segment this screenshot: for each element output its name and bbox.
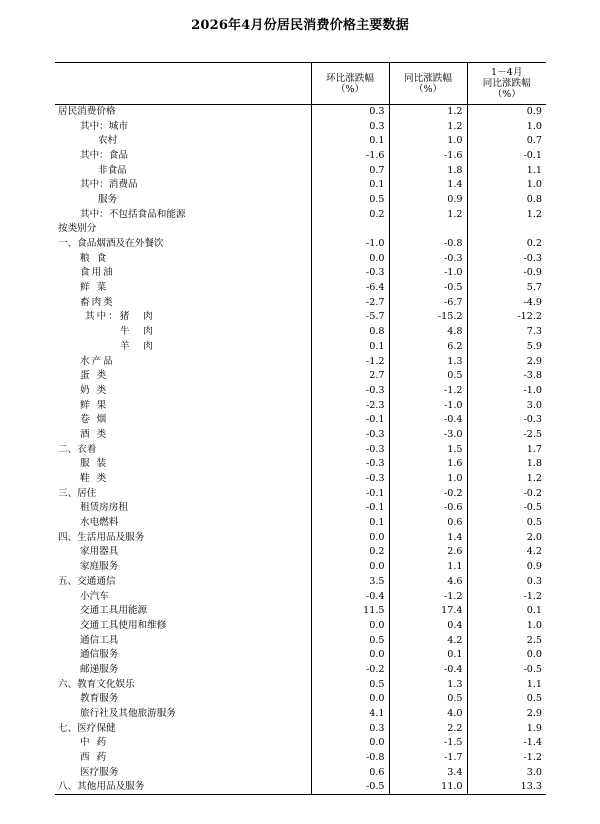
table-row [55, 237, 546, 252]
cell-yoy: 4.8 [389, 325, 467, 340]
cell-ytd: 2.5 [467, 633, 546, 648]
cell-mom: -1.6 [311, 149, 389, 164]
row-label: 鲜果 [80, 399, 114, 411]
cell-ytd: 2.0 [467, 530, 546, 545]
row-label: 奶类 [80, 384, 114, 396]
cell-ytd: 0.9 [467, 105, 546, 120]
cell-mom: 0.0 [311, 530, 389, 545]
table-row [55, 663, 546, 678]
row-label: 畜肉类 [80, 296, 115, 308]
cell-mom: -0.3 [311, 457, 389, 472]
row-label: 水产品 [80, 355, 115, 367]
cell-mom: 0.3 [311, 105, 389, 120]
row-label: 居民消费价格 [58, 106, 116, 118]
cell-mom: -0.3 [311, 442, 389, 457]
cell-mom: -0.4 [311, 589, 389, 604]
cell-mom: 0.6 [311, 765, 389, 780]
cell-mom: 4.1 [311, 707, 389, 722]
cell-yoy: -1.0 [389, 398, 467, 413]
cell-yoy: 1.3 [389, 354, 467, 369]
row-label: 二、衣着 [58, 443, 97, 455]
cell-ytd: -0.3 [467, 251, 546, 266]
table-row [55, 457, 546, 472]
cell-ytd: -4.9 [467, 295, 546, 310]
table-row [55, 178, 546, 193]
row-label: 蛋类 [80, 370, 114, 382]
cell-yoy: -15.2 [389, 310, 467, 325]
table-row [55, 560, 546, 575]
cell-ytd: 0.5 [467, 692, 546, 707]
cell-mom: -0.1 [311, 501, 389, 516]
cell-ytd: -0.5 [467, 501, 546, 516]
cell-mom: -5.7 [311, 310, 389, 325]
cell-yoy: 2.2 [389, 721, 467, 736]
cell-ytd: -0.9 [467, 266, 546, 281]
table-row [55, 486, 546, 501]
cell-ytd: -0.5 [467, 663, 546, 678]
cell-ytd: 1.0 [467, 178, 546, 193]
cell-ytd: 1.9 [467, 721, 546, 736]
table-row [55, 472, 546, 487]
cell-yoy: 1.2 [389, 105, 467, 120]
row-label: 旅行社及其他旅游服务 [80, 708, 176, 720]
cell-yoy: 1.0 [389, 134, 467, 149]
cell-ytd: -0.1 [467, 149, 546, 164]
cell-ytd: 1.8 [467, 457, 546, 472]
row-label: 邮递服务 [80, 663, 119, 675]
cell-mom: 0.1 [311, 134, 389, 149]
cell-mom: 0.0 [311, 560, 389, 575]
cell-yoy: 0.9 [389, 193, 467, 208]
row-label: 鞋类 [80, 473, 114, 485]
header-ytd-line2: 同比涨跌幅 [482, 78, 531, 89]
row-label: 教育服务 [80, 693, 119, 705]
cell-mom: 0.7 [311, 163, 389, 178]
cell-ytd: 5.7 [467, 281, 546, 296]
cell-mom: -0.3 [311, 428, 389, 443]
table-row [55, 648, 546, 663]
cell-yoy: 6.2 [389, 340, 467, 355]
cell-yoy: -0.2 [389, 486, 467, 501]
table-row [55, 207, 546, 222]
cell-yoy: 1.4 [389, 530, 467, 545]
row-label: 食用油 [80, 267, 115, 279]
cell-ytd: 0.2 [467, 237, 546, 252]
cell-ytd: 5.9 [467, 340, 546, 355]
row-label: 家庭服务 [80, 561, 119, 573]
row-label: 其中：不包括食品和能源 [80, 208, 186, 220]
cell-mom: 0.1 [311, 516, 389, 531]
cell-mom: 0.8 [311, 325, 389, 340]
cell-mom: 0.0 [311, 619, 389, 634]
cell-yoy: 1.2 [389, 119, 467, 134]
row-label: 通信服务 [80, 649, 119, 661]
row-label: 五、交通通信 [58, 575, 116, 587]
table-header-row [55, 63, 546, 105]
cell-yoy: 1.0 [389, 472, 467, 487]
cell-mom: 0.1 [311, 340, 389, 355]
cell-yoy: 1.8 [389, 163, 467, 178]
cell-mom: 0.0 [311, 736, 389, 751]
cell-yoy: -1.2 [389, 384, 467, 399]
table-row [55, 692, 546, 707]
row-label: 家用器具 [80, 546, 119, 558]
table-row [55, 281, 546, 296]
cell-mom: -0.3 [311, 266, 389, 281]
table-row [55, 619, 546, 634]
cell-ytd: 0.1 [467, 604, 546, 619]
cell-yoy: 11.0 [389, 780, 467, 795]
table-row [55, 442, 546, 457]
row-label: 中药 [80, 737, 114, 749]
cell-mom: -0.5 [311, 780, 389, 795]
row-label: 其中：城市 [80, 120, 128, 132]
table-row [55, 222, 546, 237]
cell-ytd: -0.2 [467, 486, 546, 501]
cell-mom: -2.7 [311, 295, 389, 310]
cell-yoy: -1.2 [389, 589, 467, 604]
cell-mom: 0.0 [311, 692, 389, 707]
cell-mom: -1.0 [311, 237, 389, 252]
table-row [55, 163, 546, 178]
table-row [55, 721, 546, 736]
cell-yoy: 0.5 [389, 369, 467, 384]
cell-mom: 0.0 [311, 648, 389, 663]
row-label: 西药 [80, 752, 114, 764]
cell-yoy: 1.4 [389, 178, 467, 193]
table-row [55, 545, 546, 560]
row-label: 小汽车 [80, 590, 109, 602]
cell-mom: 0.3 [311, 119, 389, 134]
cell-ytd: 2.9 [467, 707, 546, 722]
row-label: 交通工具用能源 [80, 605, 148, 617]
cell-ytd: 13.3 [467, 780, 546, 795]
row-label: 水电燃料 [80, 517, 119, 529]
cell-ytd: -2.5 [467, 428, 546, 443]
row-label: 牛 肉 [120, 326, 155, 338]
table-body [55, 105, 546, 795]
cell-yoy: -1.0 [389, 266, 467, 281]
row-label: 服装 [80, 458, 114, 470]
header-yoy-line1: 同比涨跌幅 [404, 72, 452, 84]
cell-yoy: -6.7 [389, 295, 467, 310]
cell-yoy: 1.6 [389, 457, 467, 472]
table-row [55, 295, 546, 310]
table-row [55, 266, 546, 281]
row-label: 七、医疗保健 [58, 722, 116, 734]
cell-ytd: 3.0 [467, 765, 546, 780]
row-label: 粮食 [80, 252, 114, 264]
cell-ytd: 1.1 [467, 677, 546, 692]
row-label: 非食品 [98, 164, 127, 176]
table-row [55, 765, 546, 780]
cell-yoy: -0.4 [389, 413, 467, 428]
cell-yoy: -1.5 [389, 736, 467, 751]
cell-mom: 11.5 [311, 604, 389, 619]
cell-mom: -0.3 [311, 472, 389, 487]
cell-ytd: 7.3 [467, 325, 546, 340]
cell-ytd: 2.9 [467, 354, 546, 369]
cell-ytd: -1.2 [467, 751, 546, 766]
cell-ytd: 0.9 [467, 560, 546, 575]
cell-ytd: 1.0 [467, 619, 546, 634]
cell-yoy: 0.6 [389, 516, 467, 531]
table-row [55, 149, 546, 164]
cell-ytd: 1.1 [467, 163, 546, 178]
cell-mom: 0.5 [311, 633, 389, 648]
table-row [55, 633, 546, 648]
cell-yoy: 3.4 [389, 765, 467, 780]
row-label: 交通工具使用和维修 [80, 619, 167, 631]
cell-ytd: -0.3 [467, 413, 546, 428]
header-ytd [467, 63, 546, 105]
cell-yoy: 0.1 [389, 648, 467, 663]
table-row [55, 751, 546, 766]
cell-yoy: 0.5 [389, 692, 467, 707]
cell-yoy: 1.1 [389, 560, 467, 575]
row-label: 其中：消费品 [80, 179, 138, 191]
cell-mom: 0.2 [311, 545, 389, 560]
cell-yoy: 4.6 [389, 575, 467, 590]
cell-yoy: -0.3 [389, 251, 467, 266]
cell-ytd: 4.2 [467, 545, 546, 560]
cell-mom: 0.5 [311, 677, 389, 692]
row-label: 服务 [98, 193, 118, 205]
row-label: 农村 [98, 135, 118, 147]
table-row [55, 516, 546, 531]
row-label: 八、其他用品及服务 [55, 780, 311, 795]
cell-yoy: -0.8 [389, 237, 467, 252]
cell-yoy [389, 222, 467, 237]
table-row [55, 604, 546, 619]
header-mom [311, 63, 389, 105]
table-row [55, 193, 546, 208]
table-row [55, 428, 546, 443]
table-row [55, 384, 546, 399]
cell-mom: -0.3 [311, 384, 389, 399]
header-ytd-line3: （%） [492, 89, 521, 100]
header-item [55, 63, 311, 105]
header-yoy-line2: （%） [413, 83, 443, 95]
table-row [55, 589, 546, 604]
cell-yoy: 2.6 [389, 545, 467, 560]
table-row [55, 119, 546, 134]
header-ytd-line1: 1－4月 [491, 67, 523, 78]
cell-mom: 3.5 [311, 575, 389, 590]
cell-mom: -2.3 [311, 398, 389, 413]
cell-yoy: -1.6 [389, 149, 467, 164]
cell-ytd: 1.2 [467, 472, 546, 487]
cell-yoy: 4.0 [389, 707, 467, 722]
cell-yoy: 1.3 [389, 677, 467, 692]
cell-ytd: 0.0 [467, 648, 546, 663]
cell-ytd: 1.7 [467, 442, 546, 457]
row-label: 四、生活用品及服务 [58, 531, 145, 543]
cell-ytd: 3.0 [467, 398, 546, 413]
row-label: 三、居住 [58, 487, 97, 499]
cell-yoy: -1.7 [389, 751, 467, 766]
cell-mom: -6.4 [311, 281, 389, 296]
row-label: 鲜菜 [80, 282, 114, 294]
cell-yoy: 1.2 [389, 207, 467, 222]
table-row [55, 398, 546, 413]
row-label: 其中：猪 肉 [85, 311, 155, 323]
cell-ytd: 0.8 [467, 193, 546, 208]
cell-ytd: 1.2 [467, 207, 546, 222]
cell-yoy: 4.2 [389, 633, 467, 648]
row-label: 通信工具 [80, 634, 119, 646]
cell-yoy: -0.4 [389, 663, 467, 678]
table-row [55, 105, 546, 120]
table-row [55, 354, 546, 369]
row-label: 一、食品烟酒及在外餐饮 [58, 238, 164, 250]
cell-yoy: -3.0 [389, 428, 467, 443]
cell-mom: -0.2 [311, 663, 389, 678]
cell-ytd: 0.7 [467, 134, 546, 149]
table-row [55, 780, 546, 795]
cell-ytd: 0.3 [467, 575, 546, 590]
row-label: 卷烟 [80, 414, 114, 426]
cpi-data-table [55, 62, 546, 795]
table-row [55, 575, 546, 590]
row-label: 按类别分 [58, 223, 97, 235]
cell-mom: -1.2 [311, 354, 389, 369]
row-label: 其中：食品 [80, 149, 128, 161]
header-yoy [389, 63, 467, 105]
cell-mom: -0.8 [311, 751, 389, 766]
cell-mom: 0.1 [311, 178, 389, 193]
table-row [55, 530, 546, 545]
cell-yoy: 1.5 [389, 442, 467, 457]
table-row [55, 340, 546, 355]
table-row [55, 736, 546, 751]
row-label: 租赁房房租 [80, 502, 128, 514]
row-label: 羊 肉 [120, 340, 155, 352]
row-label: 六、教育文化娱乐 [58, 678, 135, 690]
cell-mom: 0.5 [311, 193, 389, 208]
cell-yoy: 17.4 [389, 604, 467, 619]
cell-yoy: -0.5 [389, 281, 467, 296]
header-mom-line1: 环比涨跌幅 [326, 72, 374, 84]
cell-mom: 2.7 [311, 369, 389, 384]
cell-yoy: -0.6 [389, 501, 467, 516]
cell-ytd: -12.2 [467, 310, 546, 325]
page-title: 2026年4月份居民消费价格主要数据 [191, 18, 409, 33]
table-row [55, 134, 546, 149]
table-row [55, 310, 546, 325]
table-row [55, 251, 546, 266]
table-row [55, 677, 546, 692]
cell-mom [311, 222, 389, 237]
cell-ytd: -1.0 [467, 384, 546, 399]
table-row [55, 501, 546, 516]
cell-ytd: -1.4 [467, 736, 546, 751]
table-row [55, 707, 546, 722]
cell-mom: 0.2 [311, 207, 389, 222]
cell-yoy: 0.4 [389, 619, 467, 634]
row-label: 酒类 [80, 428, 114, 440]
table-row [55, 369, 546, 384]
table-row [55, 325, 546, 340]
cell-ytd: -3.8 [467, 369, 546, 384]
cell-ytd: 1.0 [467, 119, 546, 134]
cell-mom: -0.1 [311, 486, 389, 501]
cell-mom: 0.3 [311, 721, 389, 736]
cell-mom: -0.1 [311, 413, 389, 428]
cell-mom: 0.0 [311, 251, 389, 266]
cell-ytd: -1.2 [467, 589, 546, 604]
header-mom-line2: （%） [335, 83, 365, 95]
row-label: 医疗服务 [80, 766, 119, 778]
cell-ytd [467, 222, 546, 237]
table-row [55, 413, 546, 428]
cell-ytd: 0.5 [467, 516, 546, 531]
